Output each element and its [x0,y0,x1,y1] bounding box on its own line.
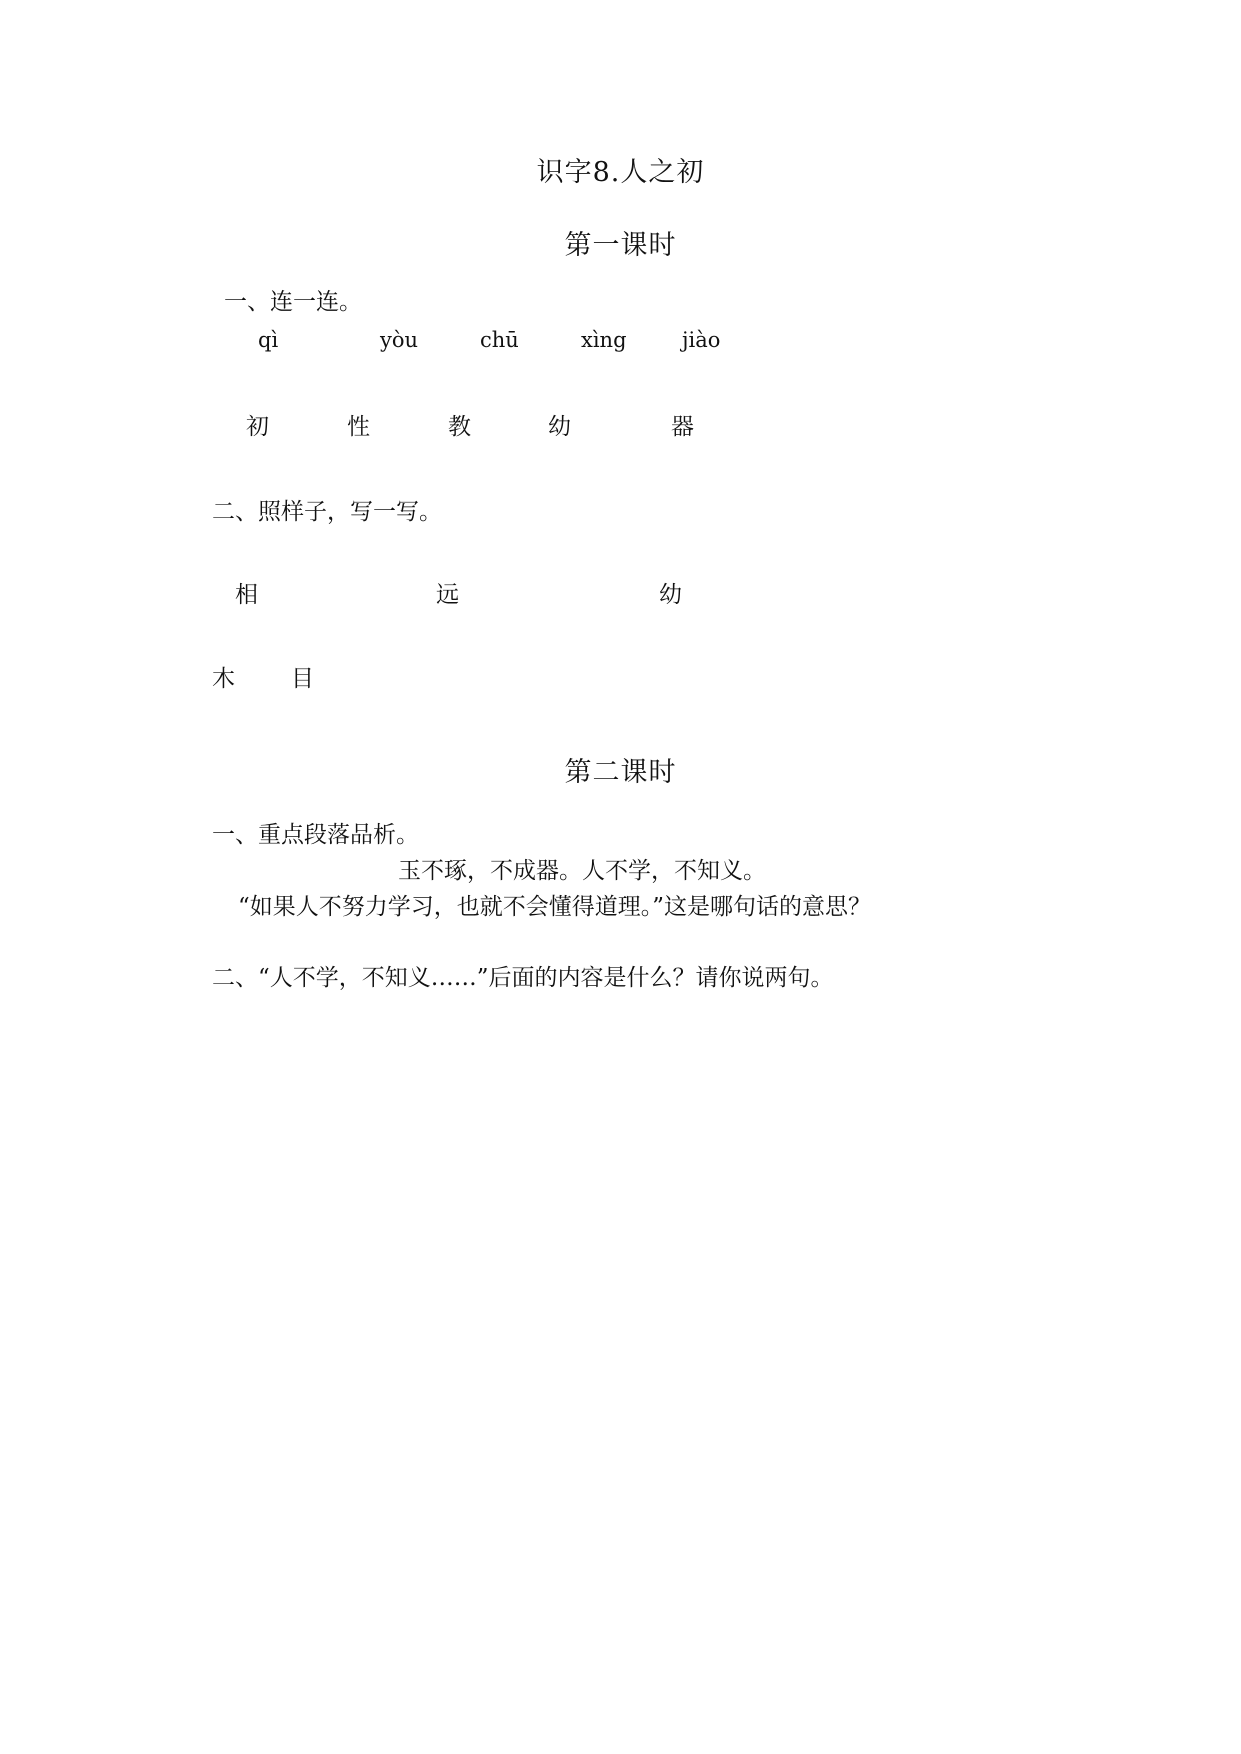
example-character: 相 [235,582,258,608]
part-character: 目 [291,666,314,692]
lesson1-q2-label: 二、照样子，写一写。 [212,499,442,525]
example-character: 幼 [659,582,682,608]
lesson2-q1-label: 一、重点段落品析。 [212,822,419,848]
pinyin-item: yòu [380,328,419,352]
lesson1-q1-label: 一、连一连。 [224,289,362,315]
pinyin-item: chū [480,328,519,352]
document-title: 识字8.人之初 [536,157,705,188]
character-item: 初 [246,414,269,440]
classic-quote: 玉不琢，不成器。人不学，不知义。 [398,858,766,884]
lesson2-q2-label: 二、“人不学，不知义……”后面的内容是什么？请你说两句。 [212,965,834,991]
character-item: 幼 [548,414,571,440]
pinyin-item: xìng [581,328,627,352]
pinyin-item: qì [258,328,279,352]
character-item: 性 [347,414,370,440]
lesson1-heading: 第一课时 [564,230,677,261]
character-item: 器 [671,414,694,440]
pinyin-item: jiào [682,328,721,352]
example-character: 远 [436,582,459,608]
lesson2-heading: 第二课时 [564,757,677,788]
character-item: 教 [448,414,471,440]
lesson2-q1-question: “如果人不努力学习，也就不会懂得道理。”这是哪句话的意思？ [238,894,872,920]
part-character: 木 [212,666,235,692]
